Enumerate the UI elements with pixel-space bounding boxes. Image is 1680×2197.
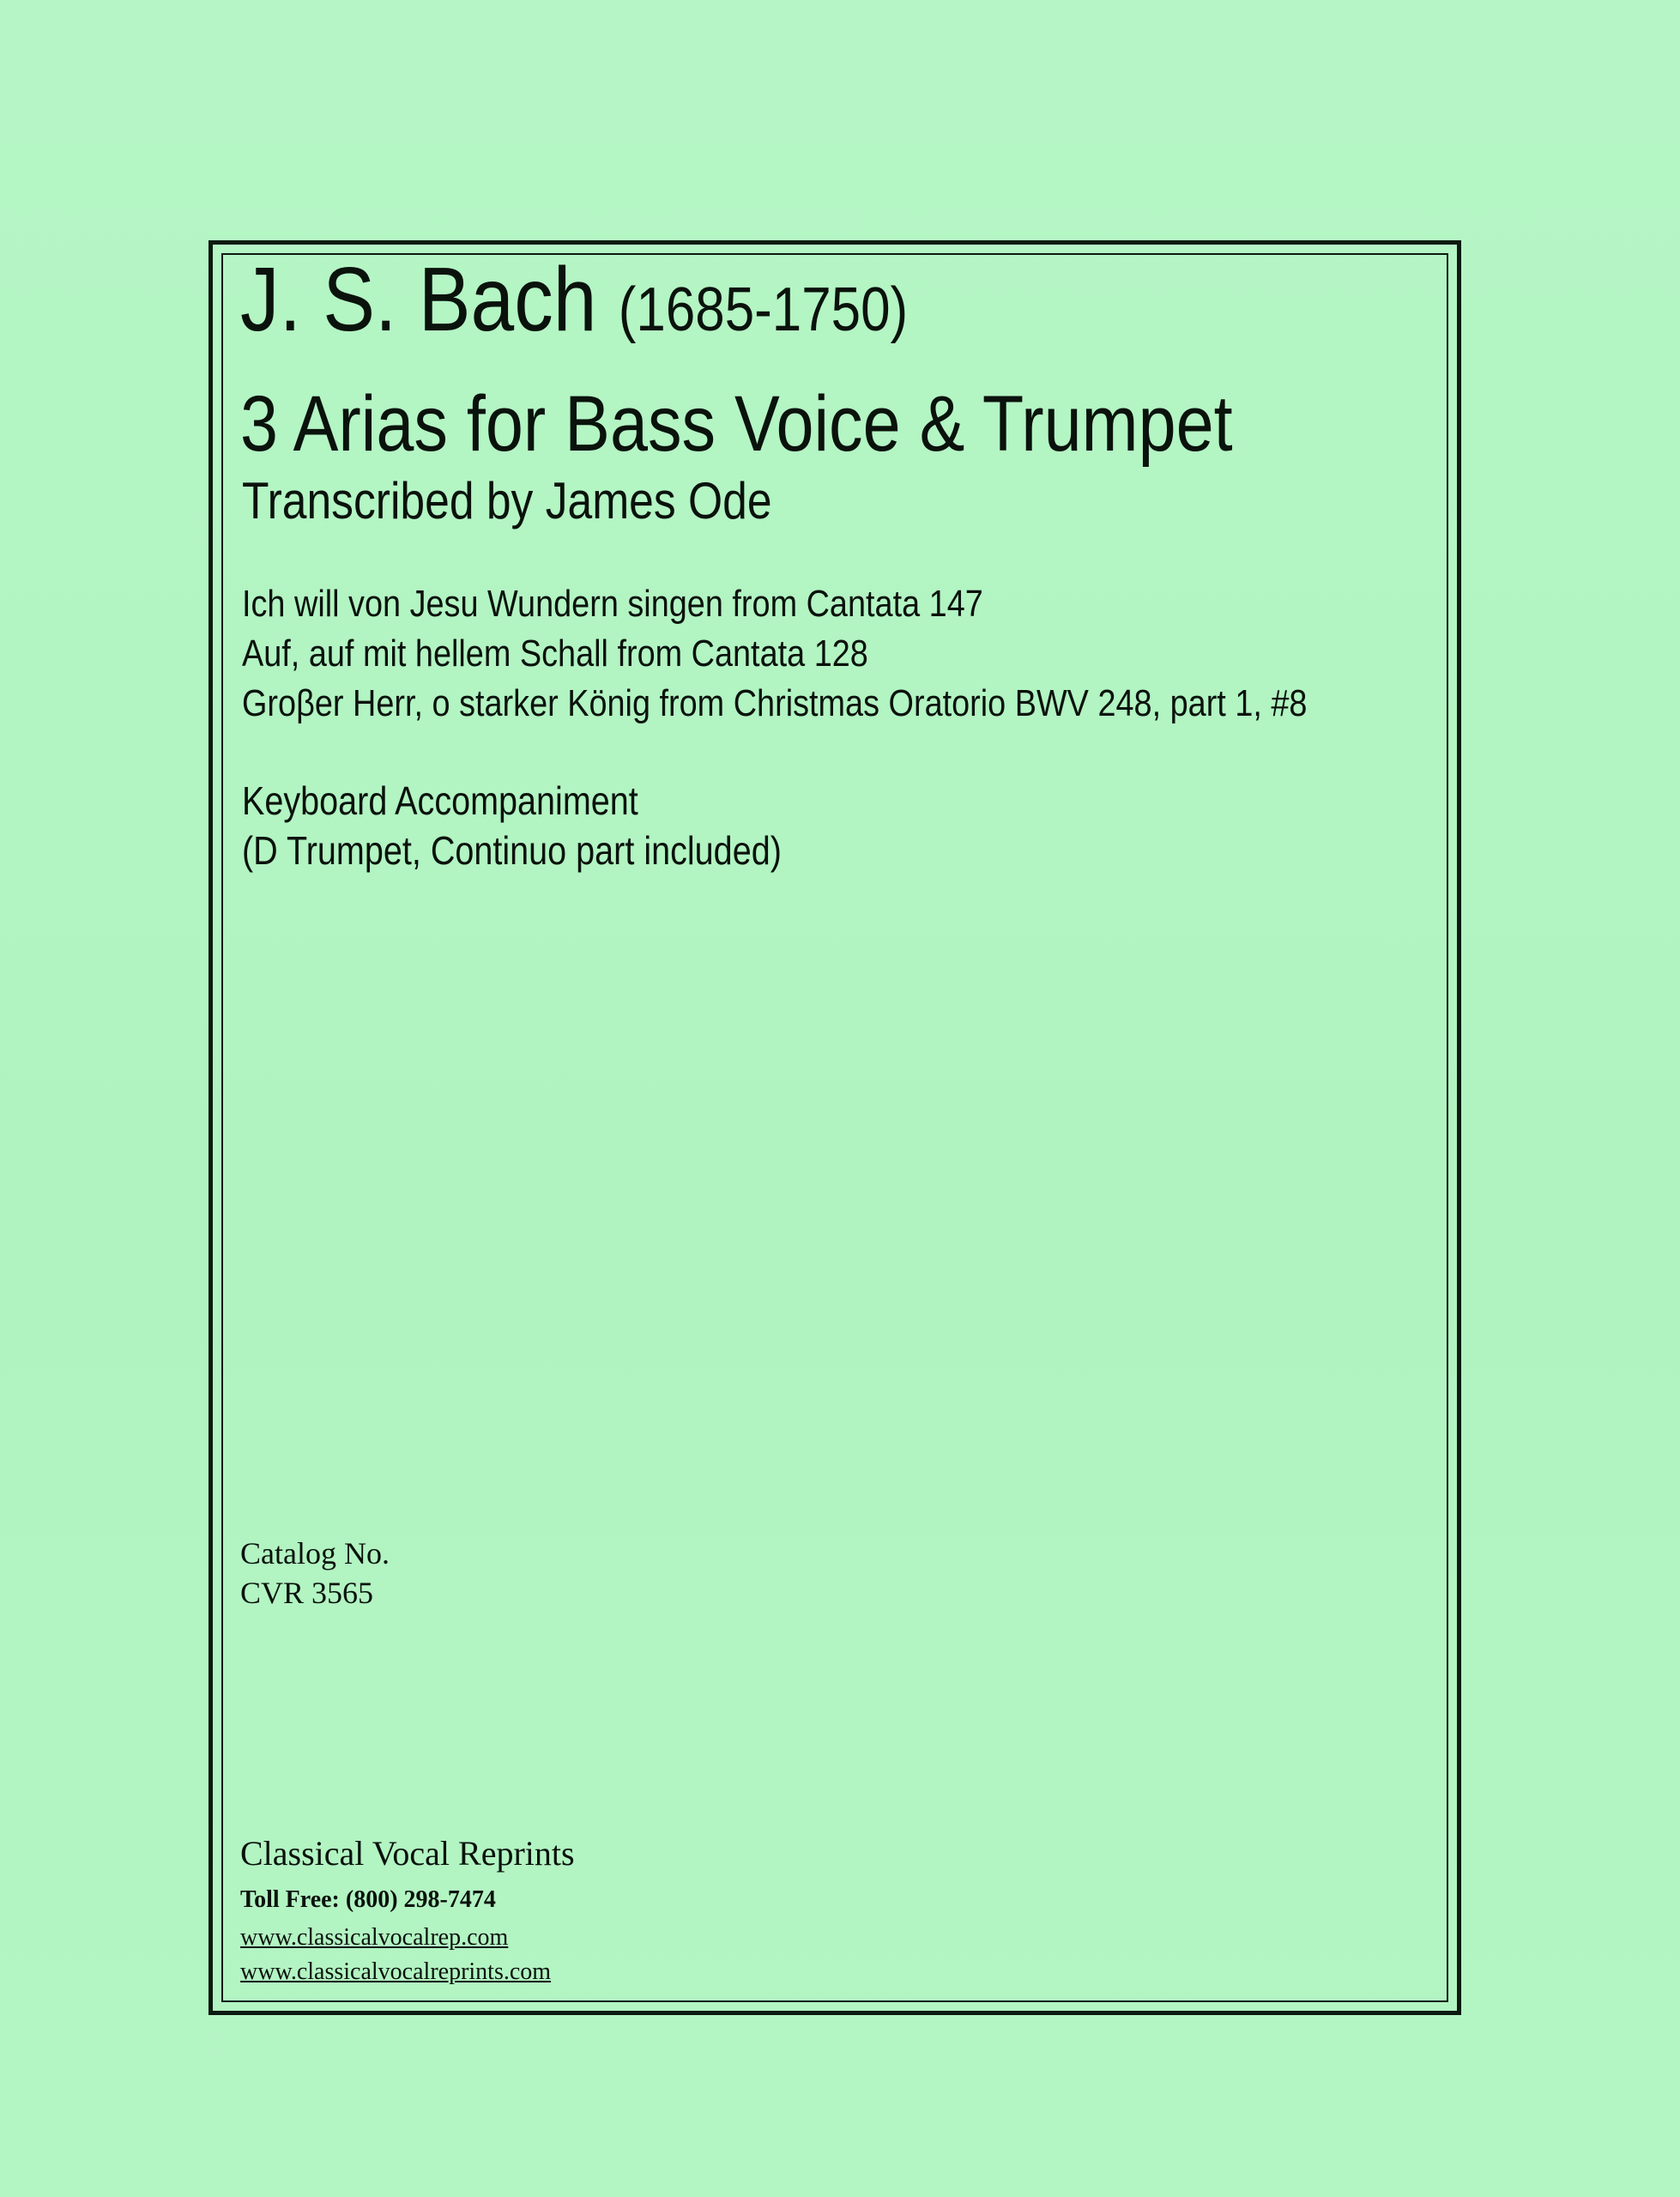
catalog-number: CVR 3565 — [240, 1576, 374, 1610]
aria-item: Groβer Herr, o starker König from Christmas Oratorio BWV 248, part 1, #8 — [242, 682, 1308, 724]
publisher-url-link[interactable]: www.classicalvocalrep.com — [240, 1924, 509, 1951]
catalog-label: Catalog No. — [240, 1536, 390, 1571]
publisher-name: Classical Vocal Reprints — [240, 1834, 575, 1873]
aria-item: Ich will von Jesu Wundern singen from Cantata 147 — [242, 583, 983, 625]
composer-name: J. S. Bach — [240, 249, 597, 350]
instrumentation-note: (D Trumpet, Continuo part included) — [242, 828, 782, 873]
accompaniment-note: Keyboard Accompaniment — [242, 778, 638, 823]
composer-heading — [240, 249, 909, 350]
publisher-url-link[interactable]: www.classicalvocalreprints.com — [240, 1958, 552, 1985]
publisher-phone: Toll Free: (800) 298-7474 — [240, 1886, 496, 1913]
transcriber-credit: Transcribed by James Ode — [242, 472, 772, 530]
work-title: 3 Arias for Bass Voice & Trumpet — [240, 380, 1233, 468]
aria-item: Auf, auf mit hellem Schall from Cantata 128 — [242, 632, 868, 675]
composer-years: (1685-1750) — [618, 275, 909, 344]
